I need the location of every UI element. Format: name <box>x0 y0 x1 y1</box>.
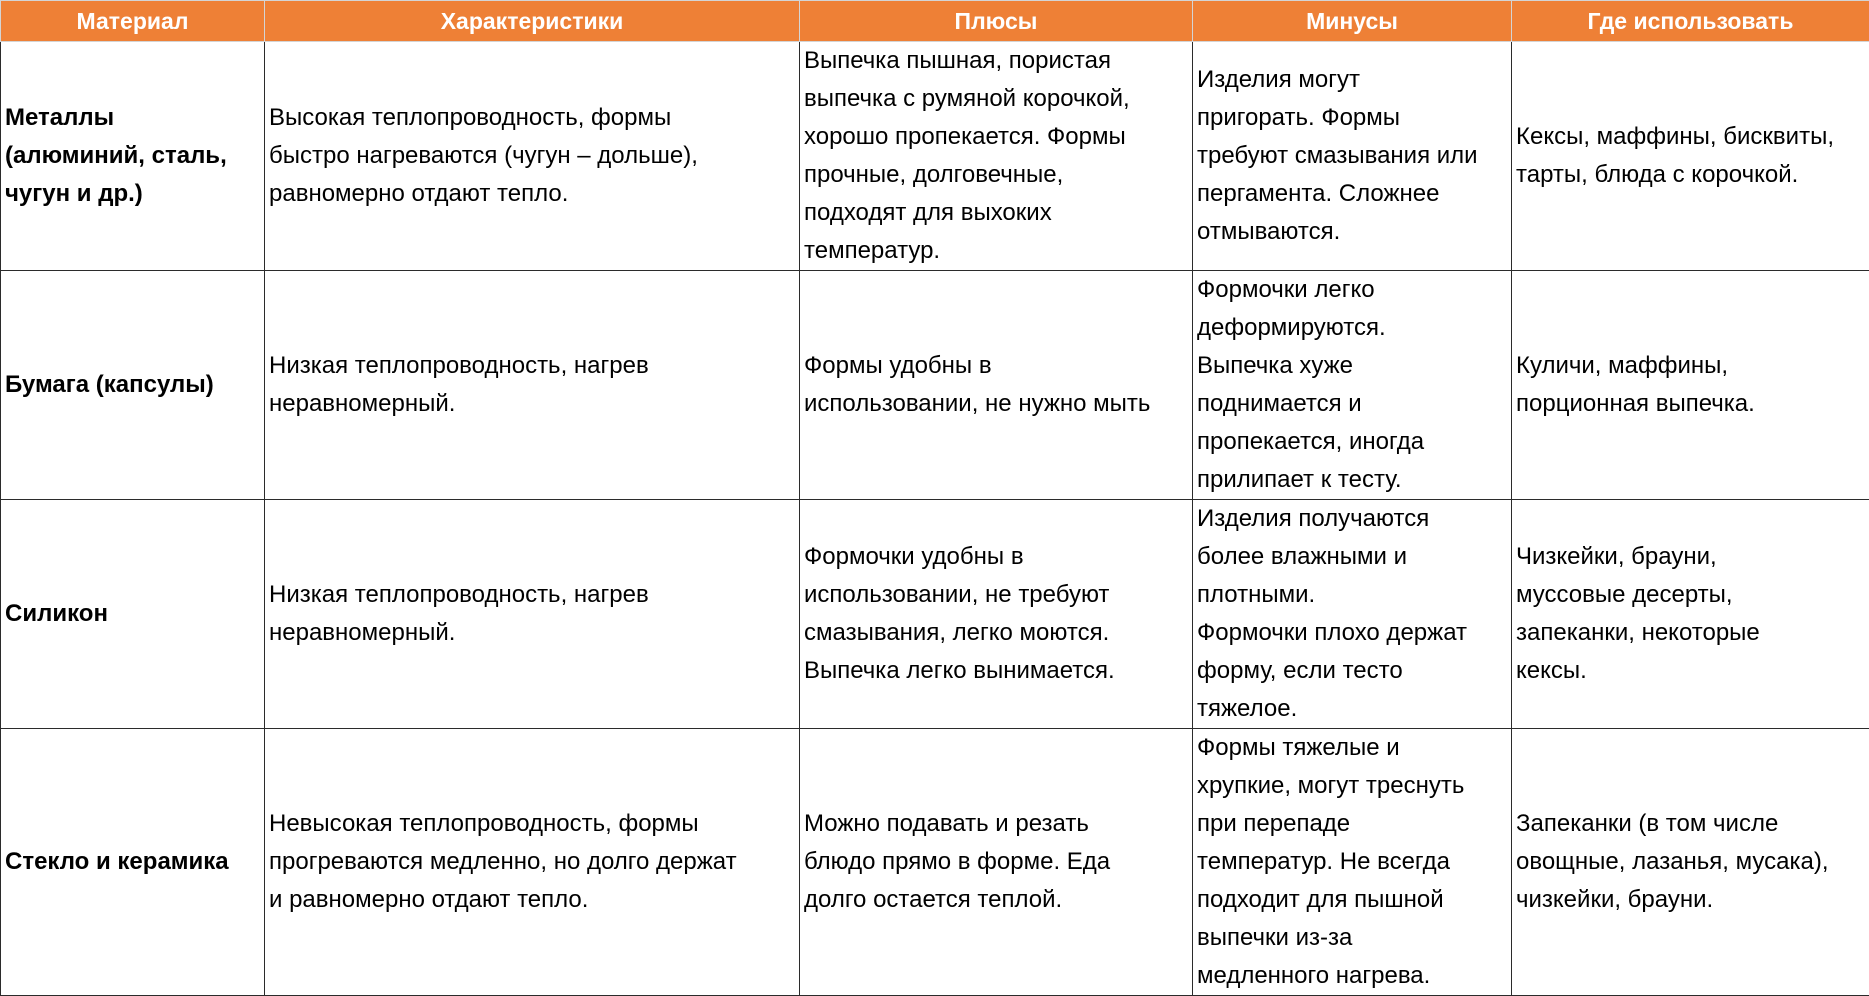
cell-cons-line: при перепаде <box>1197 805 1507 843</box>
cell-pros-line: смазывания, легко моются. <box>804 614 1188 652</box>
cell-cons-line: пропекается, иногда <box>1197 423 1507 461</box>
cell-pros <box>800 42 1193 271</box>
cell-characteristics-line: равномерно отдают тепло. <box>269 175 795 213</box>
cell-material-line: Металлы <box>5 99 260 137</box>
cell-usage-line: овощные, лазанья, мусака), <box>1516 843 1865 881</box>
cell-cons-line: Изделия могут <box>1197 61 1507 99</box>
cell-usage-line: Кексы, маффины, бисквиты, <box>1516 118 1865 156</box>
table-row <box>1 500 1869 729</box>
cell-characteristics <box>265 500 800 729</box>
cell-usage-line: порционная выпечка. <box>1516 385 1865 423</box>
cell-cons-line: хрупкие, могут треснуть <box>1197 767 1507 805</box>
cell-cons-line: плотными. <box>1197 576 1507 614</box>
cell-pros-line: подходят для выхоких <box>804 194 1188 232</box>
cell-characteristics-line: Низкая теплопроводность, нагрев <box>269 347 795 385</box>
cell-cons-line: Формочки легко <box>1197 271 1507 309</box>
cell-cons-line: пригорать. Формы <box>1197 99 1507 137</box>
cell-usage-line: Куличи, маффины, <box>1516 347 1865 385</box>
cell-usage-line: Запеканки (в том числе <box>1516 805 1865 843</box>
cell-pros-line: блюдо прямо в форме. Еда <box>804 843 1188 881</box>
cell-pros-line: Формочки удобны в <box>804 538 1188 576</box>
cell-pros-line: Выпечка легко вынимается. <box>804 652 1188 690</box>
cell-cons-line: прилипает к тесту. <box>1197 461 1507 499</box>
cell-cons-line: деформируются. <box>1197 309 1507 347</box>
cell-pros-line: хорошо пропекается. Формы <box>804 118 1188 156</box>
cell-pros-line: выпечка с румяной корочкой, <box>804 80 1188 118</box>
cell-pros-line: Можно подавать и резать <box>804 805 1188 843</box>
cell-usage <box>1512 729 1869 996</box>
cell-material-line: Стекло и керамика <box>5 843 260 881</box>
cell-usage <box>1512 271 1869 500</box>
cell-material-line: чугун и др.) <box>5 175 260 213</box>
cell-pros <box>800 500 1193 729</box>
cell-cons-line: требуют смазывания или <box>1197 137 1507 175</box>
table-body <box>1 42 1869 996</box>
cell-cons-line: пергамента. Сложнее <box>1197 175 1507 213</box>
cell-characteristics-line: Низкая теплопроводность, нагрев <box>269 576 795 614</box>
cell-pros <box>800 271 1193 500</box>
header-characteristics: Характеристики <box>265 1 800 42</box>
cell-cons-line: Изделия получаются <box>1197 500 1507 538</box>
cell-material-line: Силикон <box>5 595 260 633</box>
cell-characteristics-line: Невысокая теплопроводность, формы <box>269 805 795 843</box>
cell-usage-line: запеканки, некоторые <box>1516 614 1865 652</box>
cell-cons-line: температур. Не всегда <box>1197 843 1507 881</box>
cell-material <box>1 500 265 729</box>
cell-material <box>1 42 265 271</box>
cell-usage-line: кексы. <box>1516 652 1865 690</box>
table-row <box>1 271 1869 500</box>
header-cons: Минусы <box>1193 1 1512 42</box>
cell-cons-line: выпечки из-за <box>1197 919 1507 957</box>
cell-pros-line: использовании, не требуют <box>804 576 1188 614</box>
cell-material-line: Бумага (капсулы) <box>5 366 260 404</box>
cell-cons-line: Формочки плохо держат <box>1197 614 1507 652</box>
header-row <box>1 1 1869 42</box>
cell-characteristics <box>265 271 800 500</box>
cell-cons <box>1193 500 1512 729</box>
cell-characteristics-line: и равномерно отдают тепло. <box>269 881 795 919</box>
table-row <box>1 729 1869 996</box>
cell-pros-line: Выпечка пышная, пористая <box>804 42 1188 80</box>
cell-usage-line: чизкейки, брауни. <box>1516 881 1865 919</box>
cell-cons-line: поднимается и <box>1197 385 1507 423</box>
cell-cons-line: Выпечка хуже <box>1197 347 1507 385</box>
cell-characteristics-line: неравномерный. <box>269 614 795 652</box>
cell-cons <box>1193 42 1512 271</box>
cell-characteristics-line: Высокая теплопроводность, формы <box>269 99 795 137</box>
cell-usage <box>1512 42 1869 271</box>
cell-characteristics <box>265 42 800 271</box>
cell-pros-line: температур. <box>804 232 1188 270</box>
cell-pros-line: использовании, не нужно мыть <box>804 385 1188 423</box>
cell-pros-line: долго остается теплой. <box>804 881 1188 919</box>
cell-cons-line: форму, если тесто <box>1197 652 1507 690</box>
cell-pros-line: Формы удобны в <box>804 347 1188 385</box>
cell-pros <box>800 729 1193 996</box>
cell-cons <box>1193 271 1512 500</box>
cell-characteristics-line: прогреваются медленно, но долго держат <box>269 843 795 881</box>
header-pros: Плюсы <box>800 1 1193 42</box>
cell-material <box>1 271 265 500</box>
cell-usage-line: Чизкейки, брауни, <box>1516 538 1865 576</box>
cell-usage-line: тарты, блюда с корочкой. <box>1516 156 1865 194</box>
header-usage: Где использовать <box>1512 1 1869 42</box>
cell-cons-line: подходит для пышной <box>1197 881 1507 919</box>
cell-pros-line: прочные, долговечные, <box>804 156 1188 194</box>
cell-characteristics-line: быстро нагреваются (чугун – дольше), <box>269 137 795 175</box>
cell-cons-line: более влажными и <box>1197 538 1507 576</box>
cell-usage-line: муссовые десерты, <box>1516 576 1865 614</box>
cell-usage <box>1512 500 1869 729</box>
table-row <box>1 42 1869 271</box>
cell-cons-line: отмываются. <box>1197 213 1507 251</box>
cell-cons-line: Формы тяжелые и <box>1197 729 1507 767</box>
cell-characteristics <box>265 729 800 996</box>
cell-cons-line: медленного нагрева. <box>1197 957 1507 995</box>
cell-cons-line: тяжелое. <box>1197 690 1507 728</box>
header-material: Материал <box>1 1 265 42</box>
cell-characteristics-line: неравномерный. <box>269 385 795 423</box>
cell-material <box>1 729 265 996</box>
cell-material-line: (алюминий, сталь, <box>5 137 260 175</box>
cell-cons <box>1193 729 1512 996</box>
